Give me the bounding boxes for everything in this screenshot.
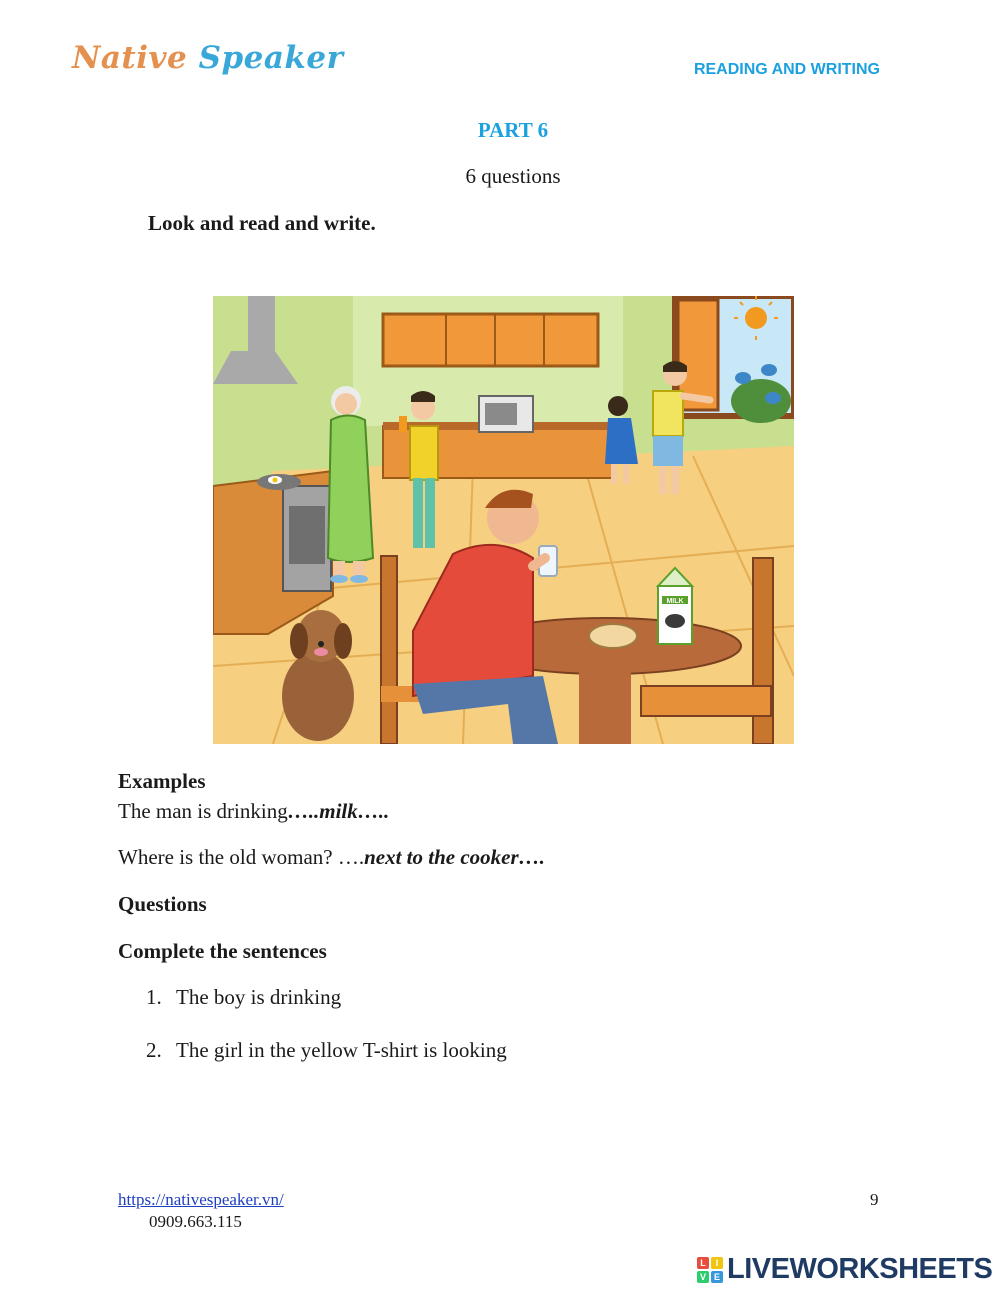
question-1-text: The boy is drinking [176,985,342,1009]
questions-heading: Questions [118,892,207,916]
old-woman-dress [328,416,373,563]
boy-drink [399,416,407,432]
question-count: 6 questions [465,164,561,188]
cube-e: E [711,1271,723,1283]
logo-word-native: Native [72,40,188,76]
milk-label: MILK [666,598,684,605]
tree-icon [731,379,791,423]
kitchen-scene-svg [213,296,794,744]
bowl [589,624,637,648]
milk-carton [658,568,692,644]
upper-cabinets [383,314,598,366]
girl-yellow-shirt [653,391,683,436]
bird-icon [761,364,777,376]
boy-shirt [410,426,438,480]
example-1 [118,799,389,824]
cube-i: I [711,1257,723,1269]
question-2-text: The girl in the yellow T-shirt is looking [176,1038,507,1062]
example-1-answer: …..milk….. [287,799,390,823]
left-chair-back [381,556,397,744]
native-speaker-logo [72,40,343,76]
sun-icon [745,307,767,329]
part-title: PART 6 [477,118,549,142]
cube-l: L [697,1257,709,1269]
example-2-prompt: Where is the old woman? …. [118,845,365,869]
cube-v: V [697,1271,709,1283]
question-1 [146,985,341,1010]
example-2-answer: next to the cooker…. [364,845,545,869]
liveworksheets-name: LIVEWORKSHEETS [727,1253,993,1285]
footer-phone: 0909.663.115 [149,1212,242,1231]
instruction: Look and read and write. [148,211,376,235]
question-1-number: 1. [146,985,162,1009]
girl-yellow-skirt [653,436,683,466]
small-girl-head [608,396,628,416]
bird-icon [735,372,751,384]
example-2 [118,845,545,870]
section-label: READING AND WRITING [693,61,880,78]
liveworksheets-cubes-icon [697,1257,723,1283]
question-2 [146,1038,507,1063]
question-2-number: 2. [146,1038,162,1062]
liveworksheets-logo [697,1253,992,1286]
example-1-prompt: The man is drinking [118,799,288,823]
dog-icon [282,610,354,741]
questions-subheading: Complete the sentences [118,939,327,963]
page-number: 9 [870,1190,879,1209]
logo-word-speaker: Speaker [198,40,344,76]
kitchen-illustration [213,296,794,744]
bird-icon [765,392,781,404]
examples-heading: Examples [118,769,206,793]
footer-website-link[interactable]: https://nativespeaker.vn/ [118,1190,284,1209]
